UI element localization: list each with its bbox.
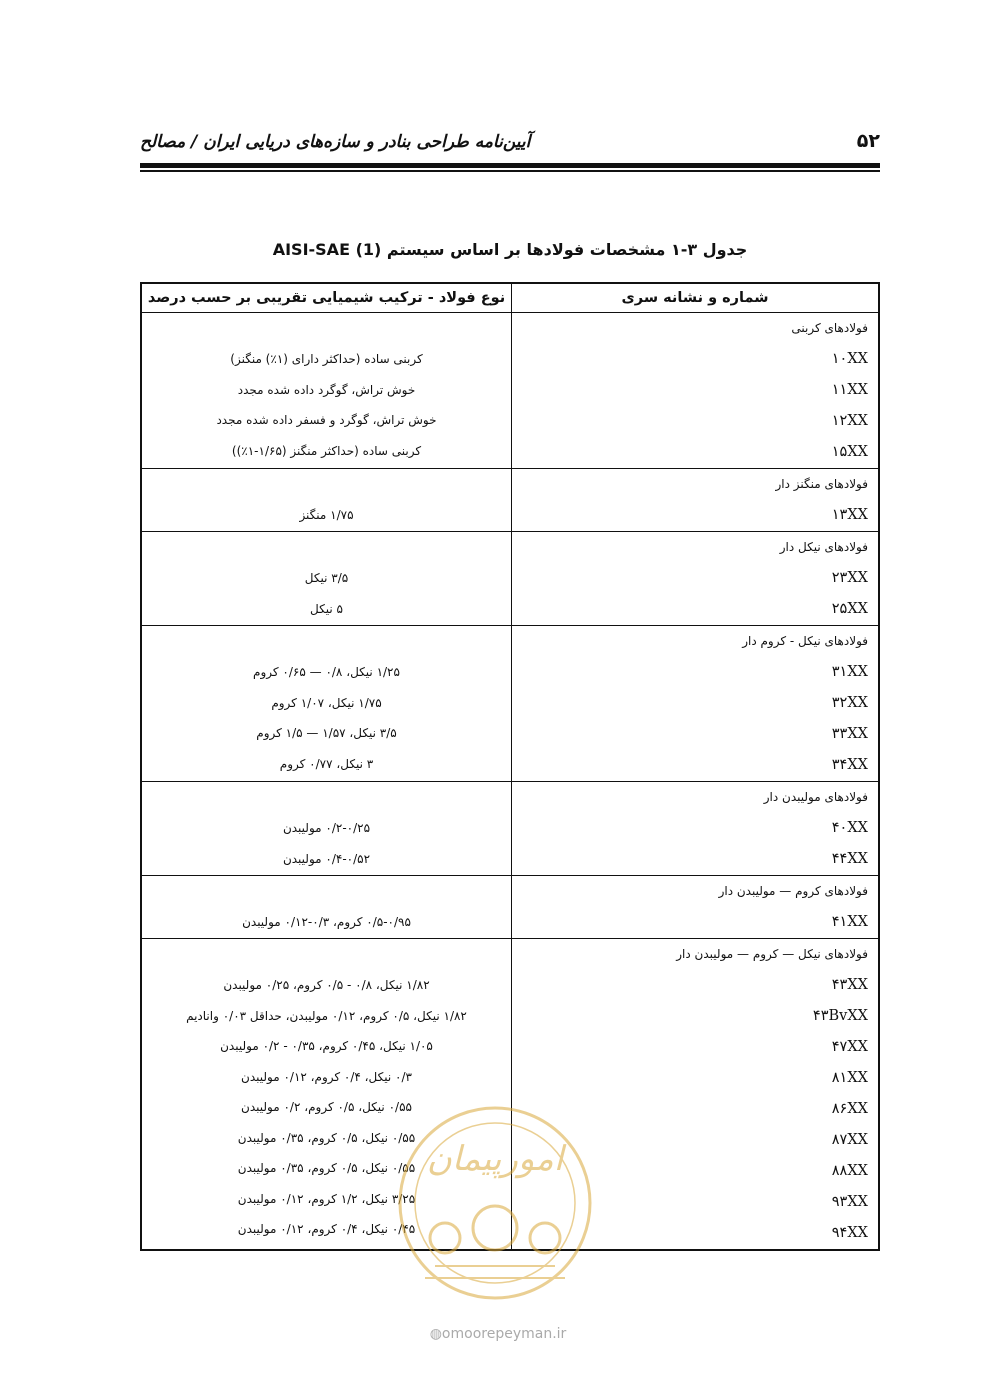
series-code: ۳۲XX [831, 695, 868, 711]
composition-text: ۵ نیکل [310, 601, 343, 616]
table-header-row [141, 283, 879, 313]
composition-cell [141, 313, 512, 469]
series-code: ۴۰XX [831, 820, 868, 836]
composition-spacer [142, 939, 511, 970]
series-code: ۴۳XX [831, 977, 868, 993]
series-code: ۲۳XX [831, 570, 868, 586]
series-code: ۳۴XX [831, 757, 868, 773]
series-code: ۹۴XX [831, 1225, 868, 1241]
group-title: فولادهای نیکل - کروم دار [742, 634, 868, 648]
watermark-logo [385, 1098, 605, 1308]
table-caption: جدول ۳-۱ مشخصات فولادها بر اساس سیستم AISI-SAE (1) [272, 240, 748, 259]
series-code: ۱۲XX [831, 413, 868, 429]
series-code: ۱۱XX [831, 382, 868, 398]
series-cell [512, 876, 880, 939]
composition-text: ۱/۷۵ منگنز [299, 508, 354, 522]
watermark-logo-text: امورپیمان [426, 1139, 564, 1179]
series-code: ۳۳XX [831, 726, 868, 742]
composition-text: ۱/۸۲ نیکل، ۰/۸ - ۰/۵ کروم، ۰/۲۵ مولیبدن [223, 978, 430, 992]
group-title: فولادهای منگنز دار [775, 477, 868, 491]
series-code: ۴۱XX [831, 914, 868, 930]
composition-text: ۳/۵ نیکل، ۱/۵۷ — ۱/۵ کروم [256, 726, 397, 740]
composition-text: خوش تراش، گوگرد و فسفر داده شده مجدد [216, 413, 437, 427]
series-code: ۴۴XX [831, 851, 868, 867]
header-composition: نوع فولاد - ترکیب شیمیایی تقریبی بر حسب درصد [141, 283, 512, 313]
series-cell [512, 782, 880, 876]
table-group-row [141, 469, 879, 532]
composition-text: ۰/۵-۰/۹۵ کروم، ۰/۳-۰/۱۲ مولیبدن [242, 915, 411, 929]
composition-spacer [142, 876, 511, 907]
composition-spacer [142, 626, 511, 657]
group-title: فولادهای کربنی [791, 321, 868, 335]
composition-text: ۰/۵۵ نیکل، ۰/۵ کروم، ۰/۲ مولیبدن [241, 1100, 412, 1114]
composition-text: ۱/۸۲ نیکل، ۰/۵ کروم، ۰/۱۲ مولیبدن، حداقل ۰/۰۳ وانادیم [186, 1008, 467, 1023]
series-code: ۴۷XX [831, 1039, 868, 1055]
table-group-row [141, 876, 879, 939]
series-cell [512, 532, 880, 626]
series-code: ۹۳XX [831, 1194, 868, 1210]
table-group-row [141, 313, 879, 469]
header-series: شماره و نشانه سری [512, 283, 880, 313]
globe-icon: ◍ [429, 1326, 442, 1342]
group-title: فولادهای مولیبدن دار [763, 790, 868, 804]
series-cell [512, 313, 880, 469]
series-cell [512, 469, 880, 532]
composition-spacer [142, 532, 511, 563]
series-cell [512, 626, 880, 782]
composition-text: خوش تراش، گوگرد داده شده مجدد [237, 382, 416, 397]
series-code: ۳۱XX [831, 664, 868, 680]
composition-text: ۰/۲-۰/۲۵ مولیبدن [282, 821, 371, 835]
composition-cell [141, 626, 512, 782]
group-title: فولادهای نیکل — کروم — مولیبدن دار [676, 947, 868, 961]
table-group-row [141, 782, 879, 876]
table-group-row [141, 532, 879, 626]
header-rule-thin [140, 170, 880, 172]
composition-spacer [142, 782, 511, 813]
composition-text: ۰/۵۵ نیکل، ۰/۵ کروم، ۰/۳۵ مولیبدن [237, 1161, 416, 1175]
series-code: ۴۳BvXX [812, 1008, 868, 1024]
composition-text: ۱/۰۵ نیکل، ۰/۴۵ کروم، ۰/۳۵ - ۰/۲ مولیبدن [220, 1039, 433, 1053]
series-code: ۱۵XX [831, 444, 868, 460]
composition-text: ۳ نیکل، ۰/۷۷ کروم [279, 756, 374, 771]
composition-text: ۰/۴۵ نیکل، ۰/۴ کروم، ۰/۱۲ مولیبدن [237, 1222, 416, 1236]
composition-text: ۰/۴-۰/۵۲ مولیبدن [282, 851, 371, 866]
composition-text: کربنی ساده (حداکثر منگنز (۱/۶۵-۱٪)) [231, 443, 422, 458]
series-code: ۸۱XX [831, 1070, 868, 1086]
composition-cell [141, 469, 512, 532]
series-code: ۱۰XX [831, 351, 868, 367]
running-title: آیین‌نامه طراحی بنادر و سازه‌های دریایی ایران / مصالح [140, 132, 531, 152]
series-code: ۲۵XX [831, 601, 868, 617]
composition-text: ۰/۵۵ نیکل، ۰/۵ کروم، ۰/۳۵ مولیبدن [237, 1130, 416, 1145]
header-rule-thick [140, 163, 880, 168]
composition-text: ۱/۷۵ نیکل، ۱/۰۷ کروم [271, 695, 382, 710]
composition-cell [141, 782, 512, 876]
composition-spacer [142, 313, 511, 344]
composition-text: ۳/۲۵ نیکل، ۱/۲ کروم، ۰/۱۲ مولیبدن [237, 1191, 416, 1206]
series-code: ۱۳XX [831, 507, 868, 523]
group-title: فولادهای نیکل دار [779, 540, 868, 554]
composition-spacer [142, 469, 511, 500]
composition-text: ۱/۲۵ نیکل، ۰/۸ — ۰/۶۵ کروم [253, 665, 400, 679]
composition-text: کربنی ساده (حداکثر دارای (۱٪) منگنز) [230, 352, 423, 366]
composition-text: ۳/۵ نیکل [304, 571, 349, 585]
composition-cell [141, 876, 512, 939]
composition-text: ۰/۳ نیکل، ۰/۴ کروم، ۰/۱۲ مولیبدن [241, 1069, 412, 1084]
page-header [140, 128, 880, 158]
series-code: ۸۸XX [831, 1163, 868, 1179]
table-group-row [141, 626, 879, 782]
page-number: ۵۲ [856, 130, 880, 152]
composition-cell [141, 532, 512, 626]
watermark-url: ◍omoorepeyman.ir [429, 1326, 567, 1342]
series-code: ۸۶XX [831, 1101, 868, 1117]
group-title: فولادهای کروم — مولیبدن دار [718, 884, 868, 898]
series-code: ۸۷XX [831, 1132, 868, 1148]
